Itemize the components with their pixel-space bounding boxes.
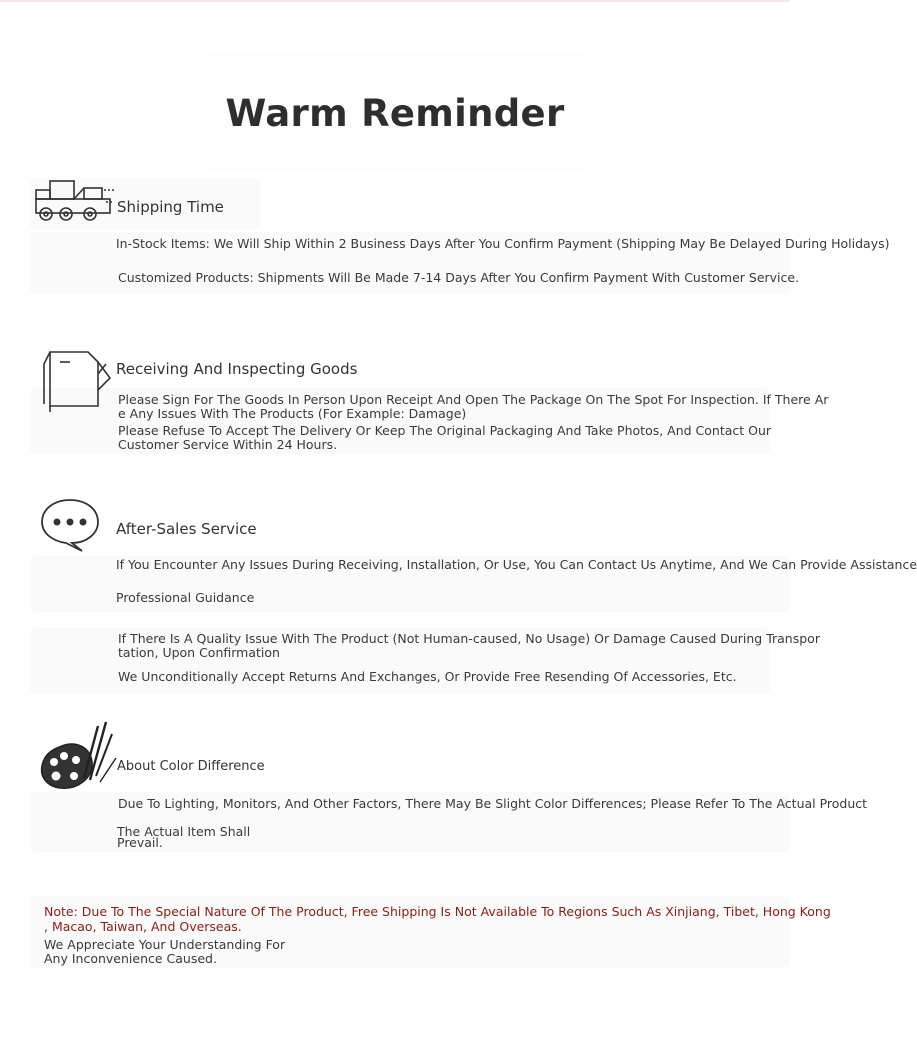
color-line-1: Due To Lighting, Monitors, And Other Factors, There May Be Slight Color Differences; Please Refer To The Actual Product bbox=[118, 796, 868, 811]
palette-icon bbox=[40, 720, 118, 796]
chat-bubble-icon bbox=[40, 498, 104, 558]
shipping-time-heading: Shipping Time bbox=[117, 198, 224, 216]
truck-icon bbox=[34, 180, 116, 230]
receiving-line-2: e Any Issues With The Products (For Example: Damage) bbox=[118, 406, 467, 421]
after-sales-line-1: If You Encounter Any Issues During Receiving, Installation, Or Use, You Can Contact Us Anytime, And We Can Provide Assistance bbox=[116, 557, 917, 572]
shipping-line-1: In-Stock Items: We Will Ship Within 2 Business Days After You Confirm Payment (Shipping May Be Delayed During Holidays) bbox=[116, 236, 890, 251]
after-sales-line-3: If There Is A Quality Issue With The Product (Not Human-caused, No Usage) Or Damage Caused During Transpor bbox=[118, 631, 820, 646]
page-title: Warm Reminder bbox=[225, 92, 565, 135]
after-sales-heading: After-Sales Service bbox=[116, 520, 257, 538]
note-line-3: We Appreciate Your Understanding For bbox=[44, 937, 286, 952]
note-line-1: Note: Due To The Special Nature Of The Product, Free Shipping Is Not Available To Regions Such As Xinjiang, Tibet, Hong Kong bbox=[44, 904, 831, 919]
color-line-2: The Actual Item Shall bbox=[117, 824, 251, 839]
shipping-line-2: Customized Products: Shipments Will Be Made 7-14 Days After You Confirm Payment With Customer Service. bbox=[118, 270, 800, 285]
receiving-line-1: Please Sign For The Goods In Person Upon Receipt And Open The Package On The Spot For Inspection. If There Ar bbox=[118, 392, 829, 407]
receiving-heading: Receiving And Inspecting Goods bbox=[116, 360, 358, 378]
note-line-4: Any Inconvenience Caused. bbox=[44, 951, 217, 966]
after-sales-line-5: We Unconditionally Accept Returns And Exchanges, Or Provide Free Resending Of Accessories, Etc. bbox=[118, 669, 737, 684]
top-border bbox=[0, 0, 790, 2]
box-icon bbox=[40, 344, 112, 418]
after-sales-line-2: Professional Guidance bbox=[116, 590, 255, 605]
receiving-line-3: Please Refuse To Accept The Delivery Or Keep The Original Packaging And Take Photos, And Contact Our bbox=[118, 423, 772, 438]
note-line-2: , Macao, Taiwan, And Overseas. bbox=[44, 919, 242, 934]
color-difference-heading: About Color Difference bbox=[117, 759, 265, 774]
color-line-3: Prevail. bbox=[117, 835, 163, 850]
receiving-line-4: Customer Service Within 24 Hours. bbox=[118, 437, 338, 452]
after-sales-line-4: tation, Upon Confirmation bbox=[118, 645, 280, 660]
